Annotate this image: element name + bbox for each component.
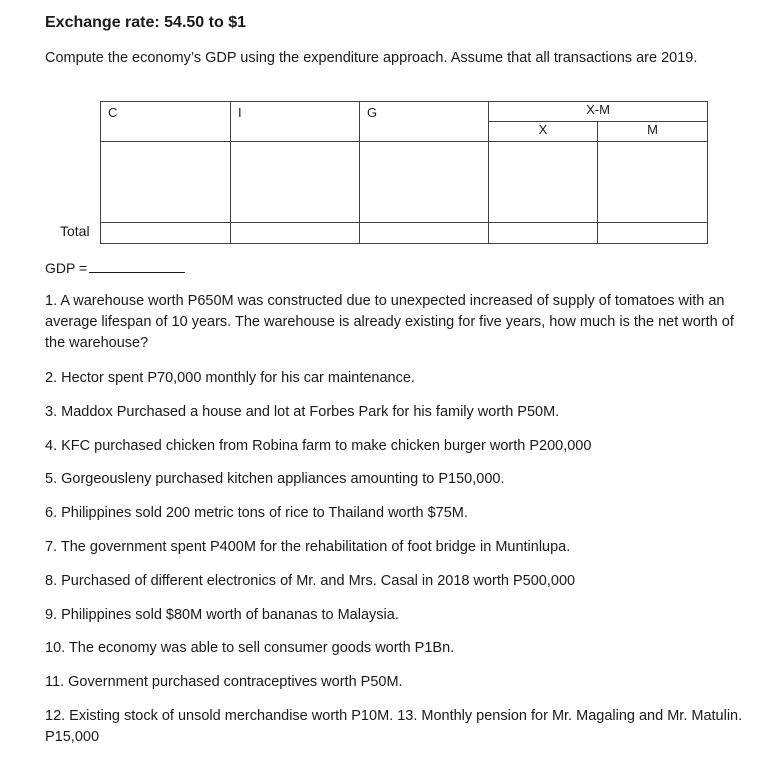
item-4: 4. KFC purchased chicken from Robina farm to make chicken burger worth P200,000: [45, 438, 592, 454]
cell-x-entries[interactable]: [489, 142, 598, 223]
table-entry-row: [101, 142, 708, 223]
header-x: X: [489, 122, 598, 142]
gdp-expenditure-table: [100, 101, 708, 244]
header-m: M: [598, 122, 708, 142]
item-2: 2. Hector spent P70,000 monthly for his car maintenance.: [45, 370, 415, 386]
cell-i-entries[interactable]: [231, 142, 360, 223]
cell-i-total[interactable]: [231, 223, 360, 244]
item-6: 6. Philippines sold 200 metric tons of rice to Thailand worth $75M.: [45, 505, 468, 521]
cell-m-entries[interactable]: [598, 142, 708, 223]
total-label: Total: [60, 223, 90, 239]
item-8: 8. Purchased of different electronics of Mr. and Mrs. Casal in 2018 worth P500,000: [45, 573, 576, 589]
cell-c-entries[interactable]: [101, 142, 231, 223]
table-header-row: [101, 102, 708, 122]
exchange-rate-heading: Exchange rate: 54.50 to $1: [45, 14, 246, 31]
item-3: 3. Maddox Purchased a house and lot at Forbes Park for his family worth P50M.: [45, 404, 560, 420]
gdp-label: GDP =: [45, 260, 88, 276]
item-1: 1. A warehouse worth P650M was constructed due to unexpected increased of supply of tomatoes with an average lifespan of 10 years. The warehouse is already existing for five years, how much is the net worth of the warehouse?: [45, 293, 734, 351]
item-10: 10. The economy was able to sell consumer goods worth P1Bn.: [45, 640, 455, 656]
header-g: G: [360, 102, 489, 142]
cell-x-total[interactable]: [489, 223, 598, 244]
cell-c-total[interactable]: [101, 223, 231, 244]
cell-g-entries[interactable]: [360, 142, 489, 223]
table-total-row: [101, 223, 708, 244]
instruction-text: Compute the economy’s GDP using the expenditure approach. Assume that all transactions are 2019.: [45, 50, 698, 66]
gdp-answer-line: [45, 260, 185, 276]
header-c: C: [101, 102, 231, 142]
cell-g-total[interactable]: [360, 223, 489, 244]
header-i: I: [231, 102, 360, 142]
item-9: 9. Philippines sold $80M worth of bananas to Malaysia.: [45, 607, 399, 623]
item-11: 11. Government purchased contraceptives worth P50M.: [45, 674, 403, 690]
header-net-exports: X-M: [489, 102, 708, 122]
item-12: 12. Existing stock of unsold merchandise worth P10M. 13. Monthly pension for Mr. Magaling and Mr. Matulin. P15,000: [45, 708, 743, 745]
item-5: 5. Gorgeousleny purchased kitchen appliances amounting to P150,000.: [45, 471, 505, 487]
item-7: 7. The government spent P400M for the rehabilitation of foot bridge in Muntinlupa.: [45, 539, 571, 555]
cell-m-total[interactable]: [598, 223, 708, 244]
gdp-answer-blank[interactable]: [89, 260, 185, 273]
